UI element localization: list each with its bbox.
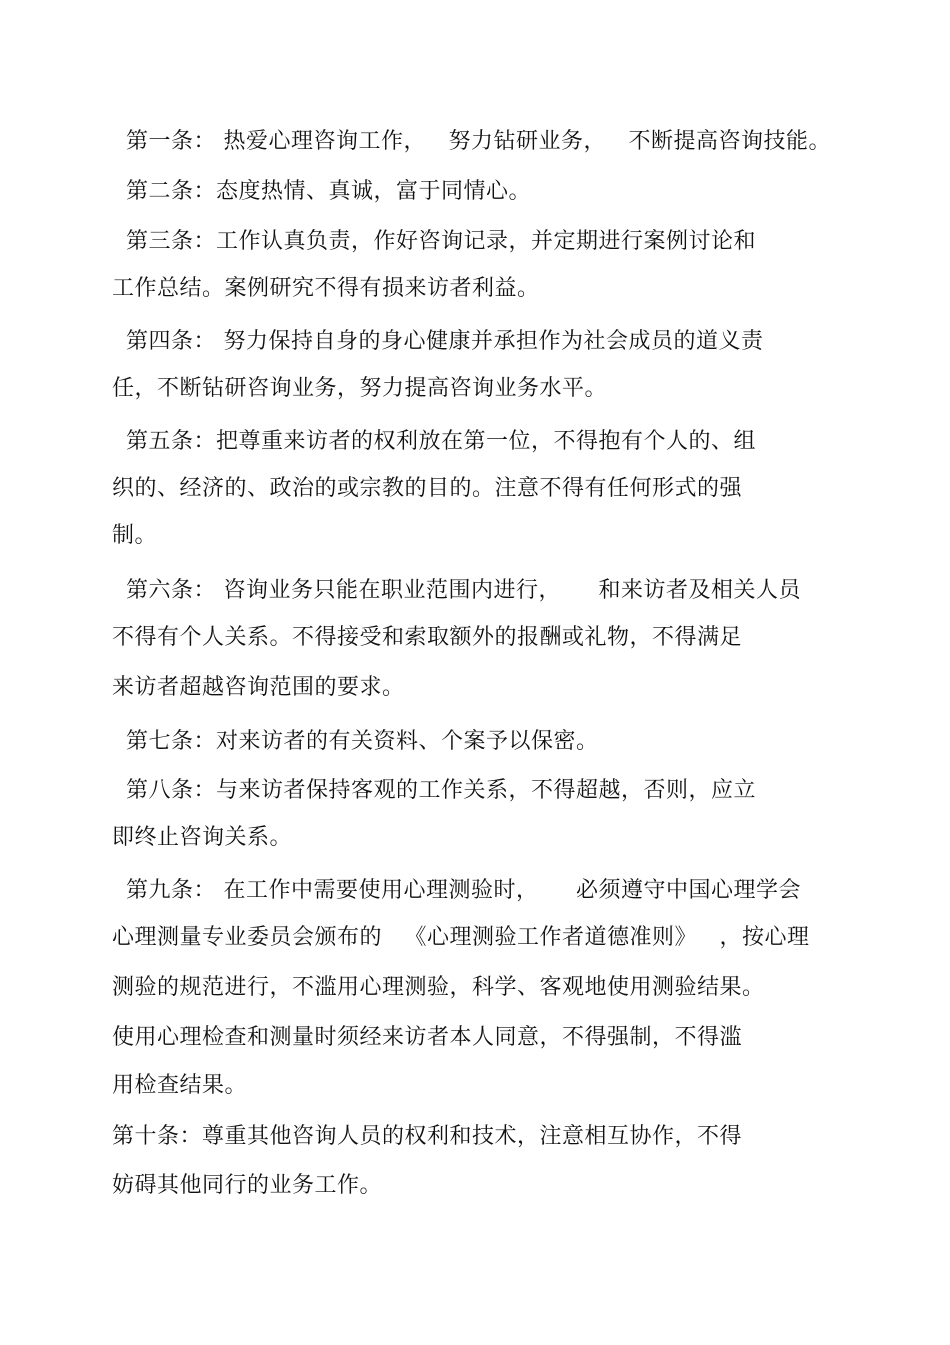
article-8-line-2: 即终止咨询关系。 [112,825,293,850]
article-6-line-3: 来访者超越咨询范围的要求。 [112,675,405,700]
article-8-line-1: 第八条：与来访者保持客观的工作关系，不得超越，否则，应立 [126,778,757,803]
article-4-line-2: 任，不断钻研咨询业务，努力提高咨询业务水平。 [112,376,608,401]
article-4-line-1: 第四条： 努力保持自身的身心健康并承担作为社会成员的道义责 [126,329,764,354]
article-3-line-1: 第三条：工作认真负责，作好咨询记录，并定期进行案例讨论和 [126,229,757,254]
article-6-line-2: 不得有个人关系。不得接受和索取额外的报酬或礼物，不得满足 [112,625,743,650]
article-6-line-1: 第六条： 咨询业务只能在职业范围内进行， 和来访者及相关人员 [126,578,801,603]
article-9-line-5: 用检查结果。 [112,1073,248,1098]
article-3-line-2: 工作总结。案例研究不得有损来访者利益。 [112,276,540,301]
article-5-line-3: 制。 [112,523,158,548]
article-10-line-2: 妨碍其他同行的业务工作。 [112,1173,383,1198]
article-9-line-1: 第九条： 在工作中需要使用心理测验时， 必须遵守中国心理学会 [126,878,801,903]
article-5-line-1: 第五条：把尊重来访者的权利放在第一位，不得抱有个人的、组 [126,429,757,454]
article-10-line-1: 第十条：尊重其他咨询人员的权利和技术，注意相互协作，不得 [112,1124,743,1149]
article-7-line-1: 第七条：对来访者的有关资料、个案予以保密。 [126,729,599,754]
article-9-line-3: 测验的规范进行，不滥用心理测验，科学、客观地使用测验结果。 [112,975,765,1000]
article-5-line-2: 织的、经济的、政治的或宗教的目的。注意不得有任何形式的强 [112,476,743,501]
article-2-line-1: 第二条：态度热情、真诚，富于同情心。 [126,179,532,204]
article-9-line-4: 使用心理检查和测量时须经来访者本人同意，不得强制，不得滥 [112,1025,743,1050]
article-9-line-2: 心理测量专业委员会颁布的 《心理测验工作者道德准则》 ，按心理 [112,925,810,950]
article-1-line-1: 第一条： 热爱心理咨询工作， 努力钻研业务， 不断提高咨询技能。 [126,129,831,154]
